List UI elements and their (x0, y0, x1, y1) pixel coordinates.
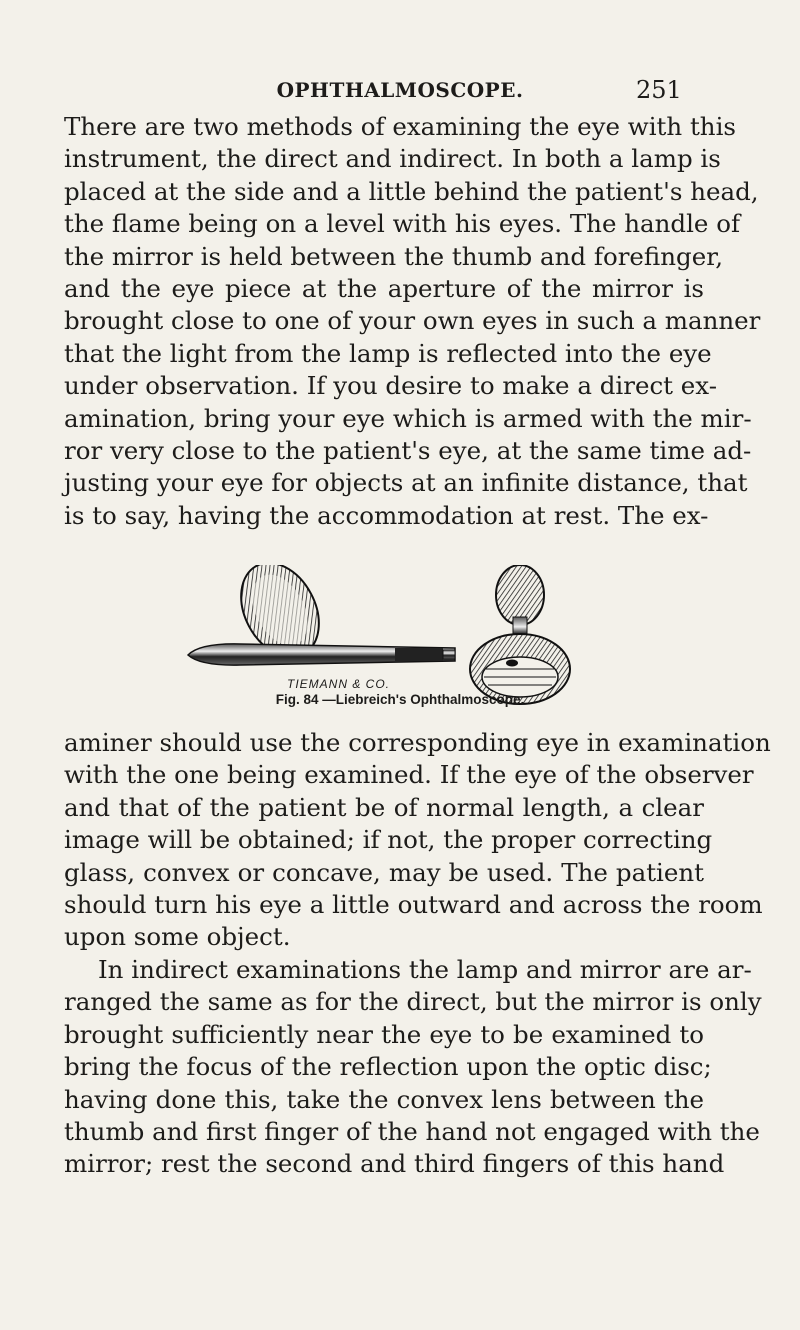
ophthalmoscope-illustration (180, 565, 620, 705)
text-line: under observation. If you desire to make a direct ex- (64, 371, 717, 401)
text-line: amination, bring your eye which is armed with the mir- (64, 403, 752, 433)
text-line: glass, convex or concave, may be used. The patient (64, 857, 704, 887)
handle (188, 644, 455, 665)
paragraph-2 (64, 727, 771, 954)
text-line: brought sufficiently near the eye to be examined to (64, 1019, 704, 1049)
text-line: that the light from the lamp is reflected into the eye (64, 338, 712, 368)
text-line: brought close to one of your own eyes in such a manner (64, 306, 761, 336)
text-line: mirror; rest the second and third fingers of this hand (64, 1149, 725, 1179)
text-line: image will be obtained; if not, the proper correcting (64, 825, 713, 855)
page-number: 251 (636, 76, 682, 104)
paragraph-3 (64, 954, 762, 1181)
text-line: justing your eye for objects at an infinite distance, that (64, 468, 748, 498)
text-line: In indirect examinations the lamp and mirror are ar- (98, 955, 752, 984)
text-line: ranged the same as for the direct, but the mirror is only (64, 987, 762, 1017)
text-line: the mirror is held between the thumb and forefinger, (64, 241, 724, 271)
text-line: aminer should use the corresponding eye in examination (64, 728, 771, 757)
text-line: upon some object. (64, 922, 291, 952)
text-line: with the one being examined. If the eye of the observer (64, 760, 754, 790)
text-line: thumb and first finger of the hand not engaged with the (64, 1116, 760, 1146)
engraver-mark: TIEMANN & CO. (287, 677, 391, 691)
paragraph-1 (64, 111, 761, 532)
text-line: There are two methods of examining the eye with this (64, 112, 736, 141)
text-line: and the eye piece at the aperture of the mirror is (64, 273, 704, 303)
text-line: instrument, the direct and indirect. In both a lamp is (64, 144, 721, 174)
text-line: is to say, having the accommodation at rest. The ex- (64, 500, 709, 530)
right-mirror (470, 565, 570, 704)
running-head: OPHTHALMOSCOPE. (276, 78, 524, 102)
text-line: ror very close to the patient's eye, at the same time ad- (64, 435, 752, 465)
text-line: and that of the patient be of normal length, a clear (64, 792, 704, 822)
text-line: having done this, take the convex lens between the (64, 1084, 704, 1114)
text-line: should turn his eye a little outward and across the room (64, 889, 763, 919)
figure-caption: Fig. 84 —Liebreich's Ophthalmoscope. (275, 692, 525, 707)
text-line: placed at the side and a little behind the patient's head, (64, 176, 759, 206)
text-line: bring the focus of the reflection upon the optic disc; (64, 1052, 712, 1082)
text-line: the flame being on a level with his eyes. The handle of (64, 209, 741, 239)
